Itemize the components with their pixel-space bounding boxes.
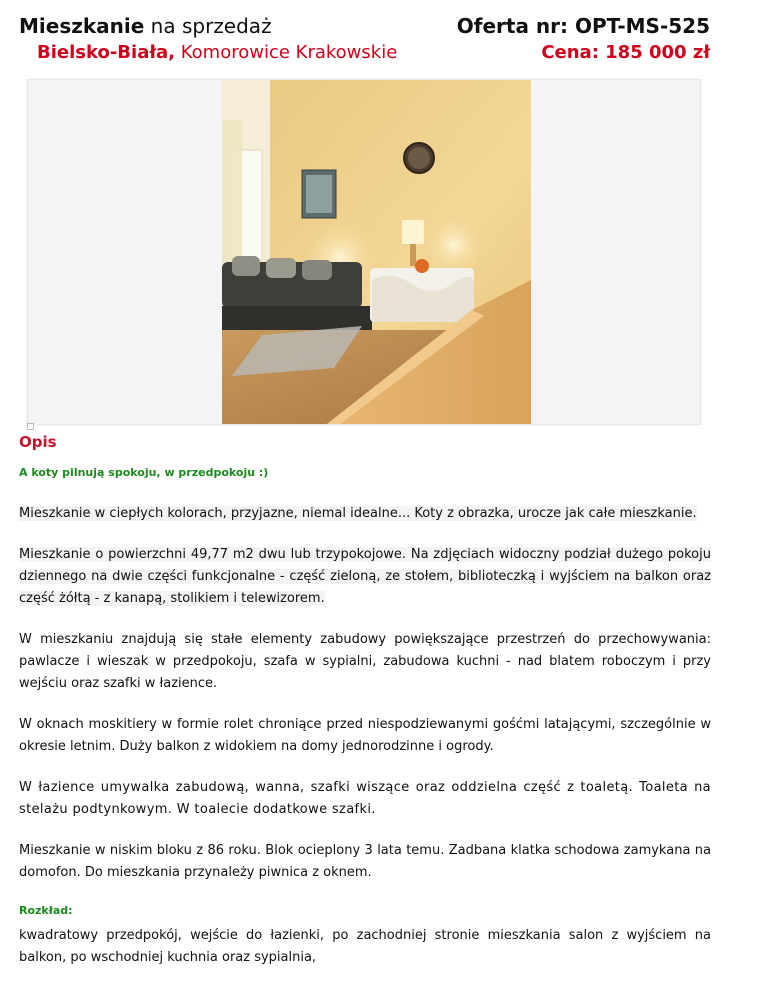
listing-city: Bielsko-Biała,: [37, 42, 176, 63]
paragraph-text: Mieszkanie o powierzchni 49,77 m2 dwu lub trzypokojowe. Na zdjęciach widoczny podział dużego pokoju dziennego na dwie części funkcjonalne - część zieloną, ze stołem, biblioteczką i wyjściem na balkon oraz część żółtą - z kanapą, stolikiem i telewizorem.: [19, 547, 711, 606]
listing-price: Cena: 185 000 zł: [541, 42, 710, 63]
listing-description: [19, 432, 711, 988]
listing-header-left: [19, 12, 397, 66]
listing-photo[interactable]: [222, 80, 531, 424]
paragraph-text: Mieszkanie w ciepłych kolorach, przyjazne, niemal idealne... Koty z obrazka, urocze jak całe mieszkanie.: [19, 506, 697, 521]
listing-type-rest: na sprzedaż: [144, 14, 272, 38]
description-paragraph: Mieszkanie w niskim bloku z 86 roku. Blok ocieplony 3 lata temu. Zadbana klatka schodowa zamykana na domofon. Do mieszkania przynależy piwnica z oknem.: [19, 843, 711, 880]
description-paragraph: [19, 503, 711, 525]
listing-type-bold: Mieszkanie: [19, 14, 145, 38]
listing-type: [19, 12, 397, 40]
image-placeholder-icon: [27, 423, 34, 430]
description-title: Opis: [19, 433, 57, 451]
layout-text: kwadratowy przedpokój, wejście do łazienki, po zachodniej stronie mieszkania salon z wyjściem na balkon, po wschodniej kuchnia oraz sypialnia,: [19, 928, 711, 965]
description-subtitle: A koty pilnują spokoju, w przedpokoju :): [19, 466, 269, 479]
listing-header-right: [457, 12, 710, 66]
photo-gallery[interactable]: [27, 79, 701, 425]
description-paragraph: W mieszkaniu znajdują się stałe elementy zabudowy powiększające przestrzeń do przechowywania: pawlacze i wieszak w przedpokoju, szafa w sypialni, zabudowa kuchni - nad blatem roboczym i przy wejściu oraz szafki w łazience.: [19, 632, 711, 691]
listing-district: Komorowice Krakowskie: [175, 42, 398, 63]
offer-number: Oferta nr: OPT-MS-525: [456, 14, 710, 38]
listing-location: [19, 40, 397, 66]
description-paragraph: W oknach moskitiery w formie rolet chroniące przed niespodziewanymi gośćmi latającymi, szczególnie w okresie letnim. Duży balkon z widokiem na domy jednorodzinne i ogrody.: [19, 717, 711, 754]
description-paragraph: W łazience umywalka zabudową, wanna, szafki wiszące oraz oddzielna część z toaletą. Toaleta na stelażu podtynkowym. W toalecie dodatkowe szafki.: [19, 780, 711, 817]
description-paragraph: [19, 544, 711, 610]
layout-title: Rozkład:: [19, 904, 73, 917]
